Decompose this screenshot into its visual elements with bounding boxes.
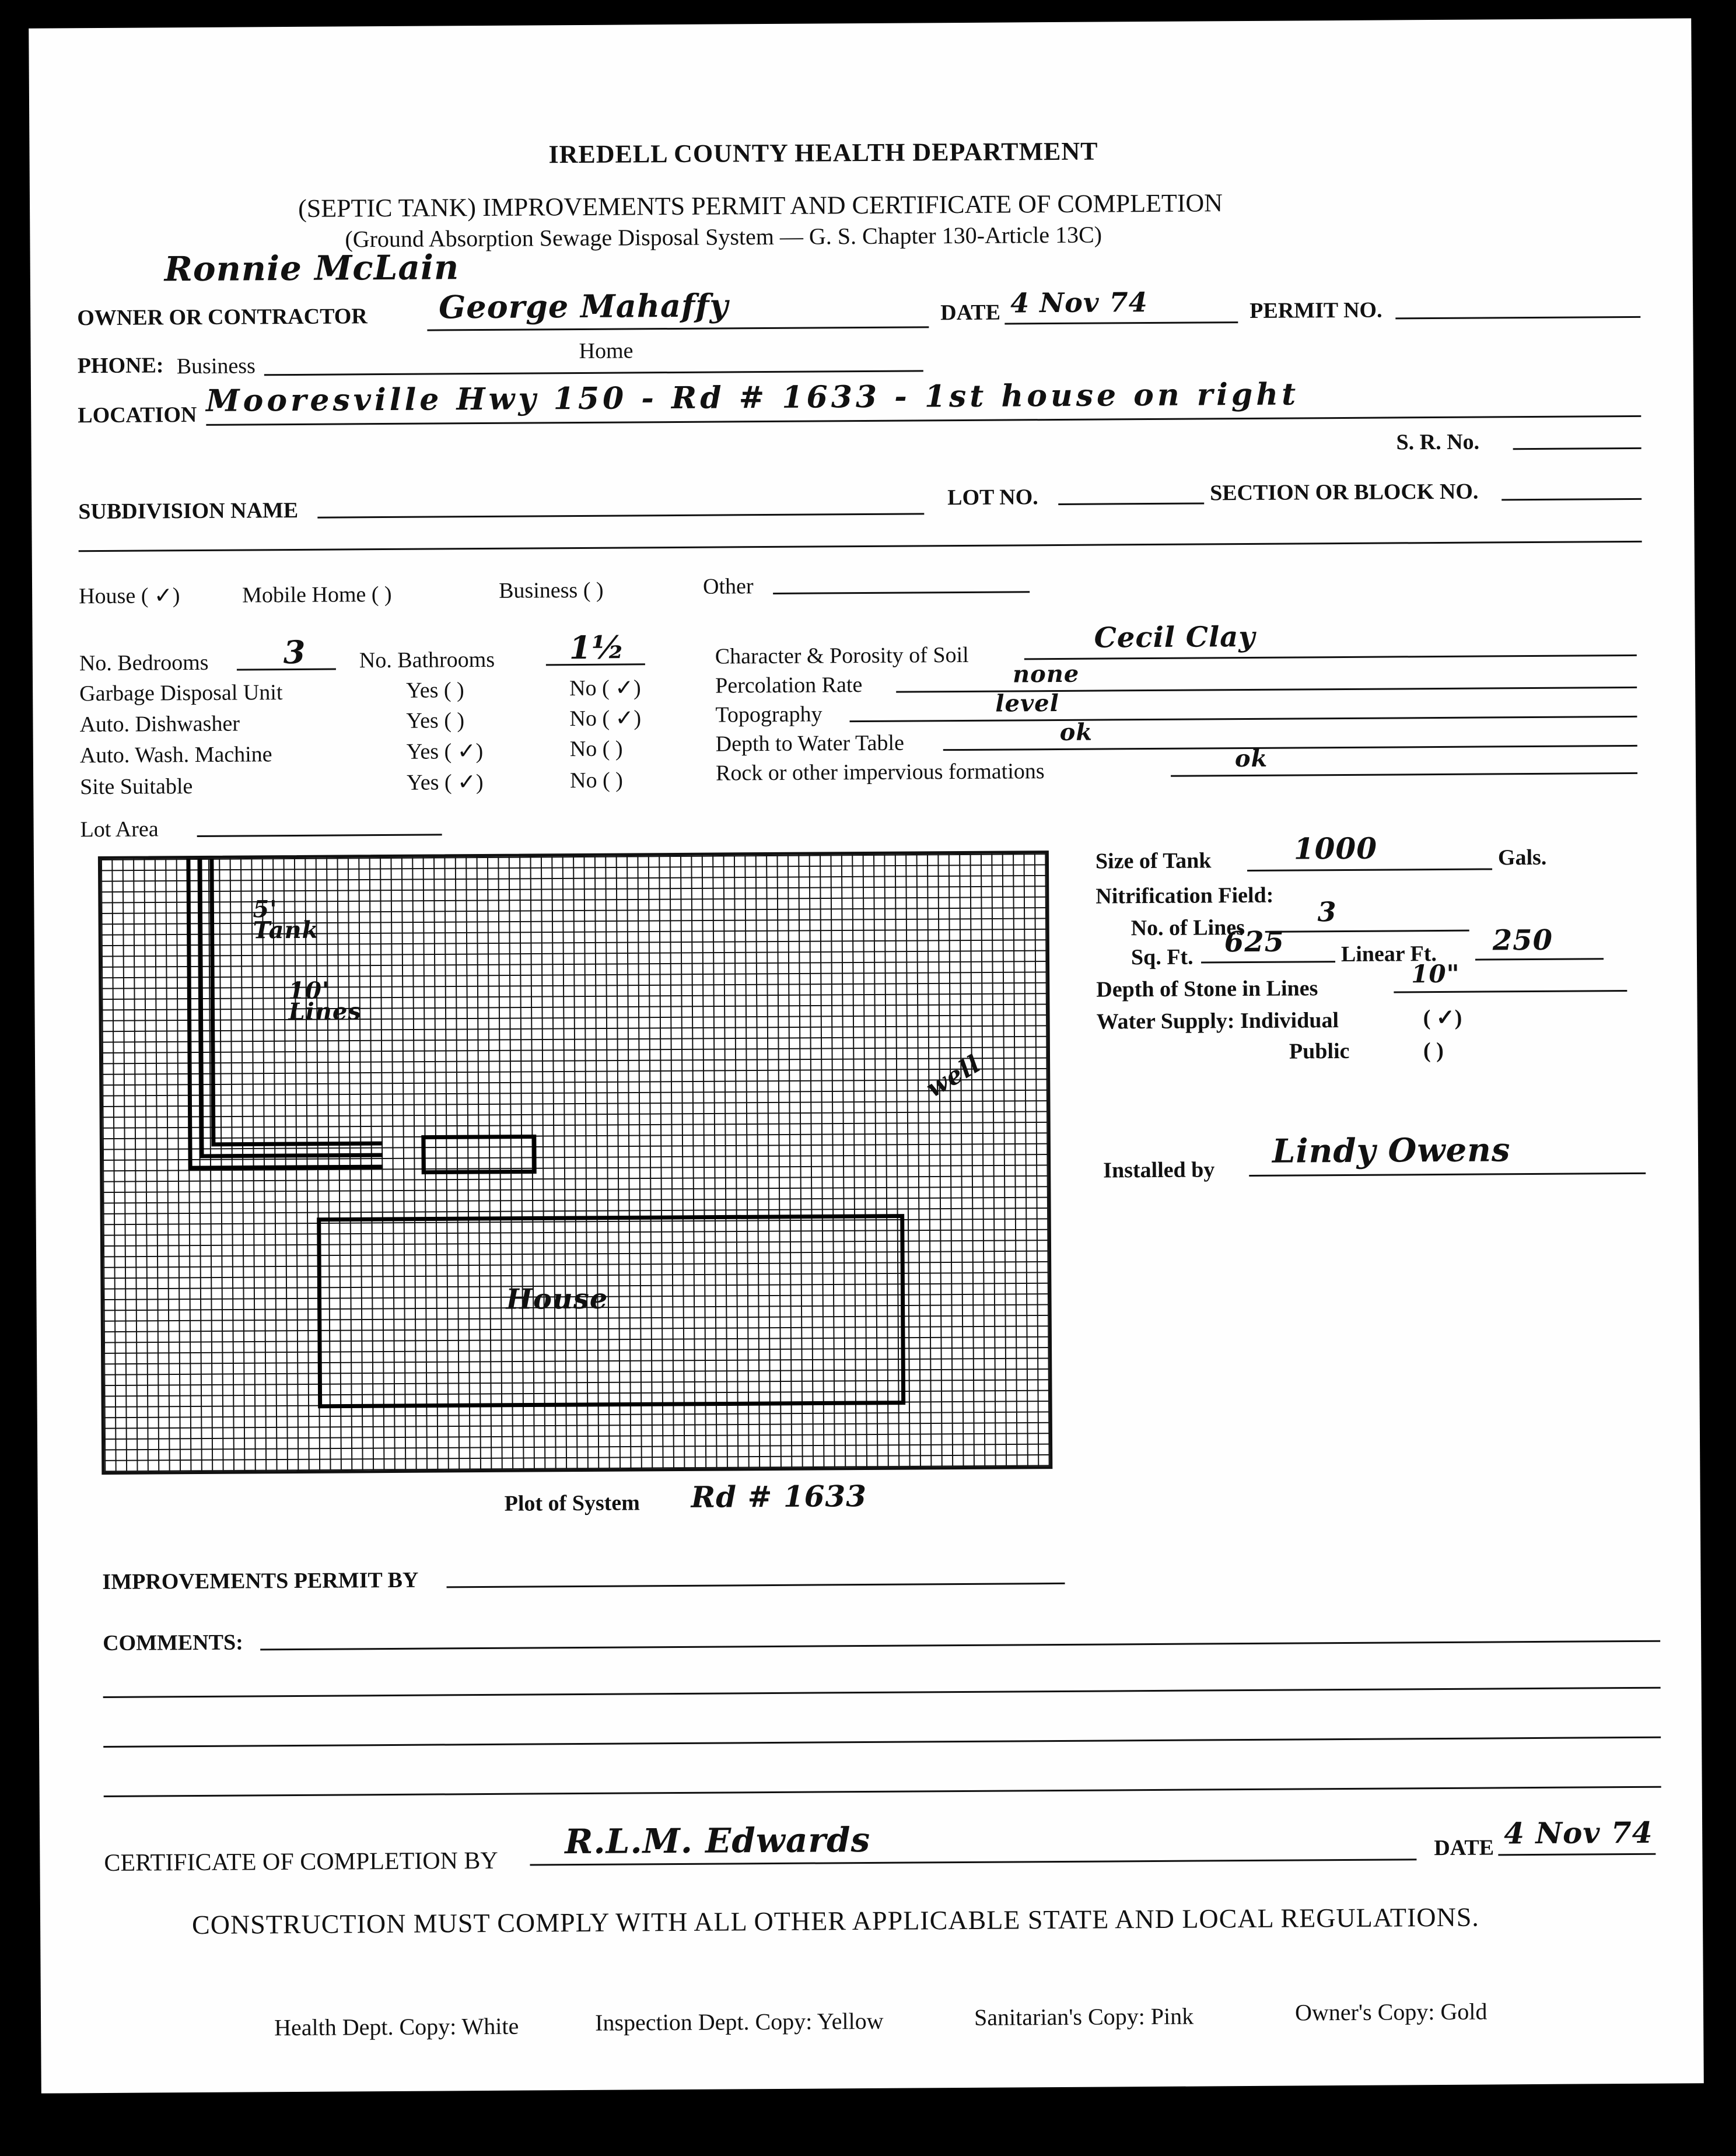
installed-by-value[interactable]: Lindy Owens bbox=[1272, 1130, 1511, 1171]
form-title: (SEPTIC TANK) IMPROVEMENTS PERMIT AND CERTIFICATE OF COMPLETION bbox=[298, 188, 1223, 223]
rock-label: Rock or other impervious formations bbox=[715, 759, 1045, 786]
bedrooms-line bbox=[237, 668, 336, 671]
comments-line-3 bbox=[103, 1737, 1661, 1748]
water-supply-public-label: Public bbox=[1289, 1038, 1350, 1064]
water-supply-public[interactable]: ( ) bbox=[1423, 1038, 1444, 1063]
topography-value[interactable]: level bbox=[995, 689, 1059, 718]
mobile-home-option[interactable]: Mobile Home ( ) bbox=[242, 582, 392, 608]
plot-lines-note: 10' Lines bbox=[288, 977, 362, 1026]
lot-no-line bbox=[1058, 502, 1204, 505]
date-line bbox=[1005, 321, 1238, 324]
department-title: IREDELL COUNTY HEALTH DEPARTMENT bbox=[548, 136, 1098, 169]
form-subtitle: (Ground Absorption Sewage Disposal System — G. S. Chapter 130-Article 13C) bbox=[345, 221, 1102, 253]
rock-line bbox=[1171, 772, 1637, 777]
wash-machine-yes[interactable]: Yes ( ✓) bbox=[406, 739, 484, 764]
inspection-dept-copy: Inspection Dept. Copy: Yellow bbox=[594, 2007, 884, 2036]
lines-line bbox=[1265, 930, 1469, 933]
subdivision-label: SUBDIVISION NAME bbox=[78, 498, 299, 524]
garbage-disposal-label: Garbage Disposal Unit bbox=[79, 680, 283, 706]
soil-character-label: Character & Porosity of Soil bbox=[715, 642, 969, 669]
phone-business-label: Business bbox=[176, 354, 256, 379]
date-label: DATE bbox=[940, 300, 1001, 326]
plot-drawing bbox=[101, 853, 1049, 1472]
location-value[interactable]: Mooresville Hwy 150 - Rd # 1633 - 1st house on right bbox=[205, 376, 1300, 419]
permit-no-label: PERMIT NO. bbox=[1250, 298, 1382, 323]
permit-no-line bbox=[1395, 316, 1640, 320]
certificate-label: CERTIFICATE OF COMPLETION BY bbox=[104, 1847, 498, 1877]
certificate-signature[interactable]: R.L.M. Edwards bbox=[565, 1819, 871, 1862]
certificate-date-value[interactable]: 4 Nov 74 bbox=[1503, 1815, 1653, 1851]
comments-label: COMMENTS: bbox=[102, 1630, 243, 1656]
topography-label: Topography bbox=[715, 702, 822, 727]
bathrooms-line bbox=[546, 663, 645, 666]
sr-no-label: S. R. No. bbox=[1396, 429, 1480, 455]
section-block-line bbox=[1502, 498, 1642, 501]
certificate-date-line bbox=[1498, 1853, 1656, 1856]
plot-tank-note: 5' Tank bbox=[253, 895, 319, 944]
owner-label: OWNER OR CONTRACTOR bbox=[77, 304, 368, 331]
house-option[interactable]: House ( ✓) bbox=[79, 583, 180, 609]
phone-home-label: Home bbox=[579, 338, 634, 363]
site-suitable-label: Site Suitable bbox=[80, 774, 193, 800]
nitrification-label: Nitrification Field: bbox=[1096, 883, 1274, 909]
phone-label: PHONE: bbox=[77, 353, 164, 379]
lines-label: No. of Lines bbox=[1130, 915, 1245, 941]
certificate-date-label: DATE bbox=[1434, 1835, 1494, 1861]
water-table-label: Depth to Water Table bbox=[715, 730, 905, 757]
plot-grid bbox=[98, 850, 1052, 1475]
soil-character-value[interactable]: Cecil Clay bbox=[1094, 620, 1256, 654]
owner-value[interactable]: George Mahaffy bbox=[438, 286, 729, 326]
dishwasher-yes[interactable]: Yes ( ) bbox=[406, 708, 465, 733]
comments-line-2 bbox=[103, 1687, 1661, 1698]
comments-line-1 bbox=[260, 1640, 1660, 1651]
improvements-permit-line bbox=[447, 1583, 1065, 1588]
sr-no-line bbox=[1513, 447, 1642, 450]
tank-size-line bbox=[1247, 868, 1492, 872]
date-value[interactable]: 4 Nov 74 bbox=[1010, 286, 1148, 319]
dishwasher-no[interactable]: No ( ✓) bbox=[569, 706, 642, 732]
tank-size-value[interactable]: 1000 bbox=[1293, 831, 1378, 866]
percolation-value[interactable]: none bbox=[1012, 660, 1080, 688]
health-dept-copy: Health Dept. Copy: White bbox=[274, 2013, 519, 2041]
rock-value[interactable]: ok bbox=[1234, 744, 1268, 773]
other-option-label: Other bbox=[702, 574, 754, 599]
installed-by-line bbox=[1249, 1172, 1646, 1177]
tank-gals-label: Gals. bbox=[1497, 845, 1547, 870]
other-option-line bbox=[773, 591, 1030, 594]
garbage-disposal-no[interactable]: No ( ✓) bbox=[569, 676, 641, 701]
water-supply-individual[interactable]: ( ✓) bbox=[1423, 1005, 1462, 1031]
installed-by-label: Installed by bbox=[1103, 1157, 1215, 1183]
sqft-value[interactable]: 625 bbox=[1224, 925, 1285, 959]
linear-line bbox=[1475, 958, 1604, 960]
site-suitable-yes[interactable]: Yes ( ✓) bbox=[406, 770, 484, 795]
garbage-disposal-yes[interactable]: Yes ( ) bbox=[406, 678, 464, 703]
permit-form-page bbox=[29, 18, 1704, 2093]
stone-depth-value[interactable]: 10" bbox=[1411, 959, 1460, 989]
water-table-line bbox=[943, 745, 1637, 751]
lot-no-label: LOT NO. bbox=[947, 485, 1038, 510]
section-block-label: SECTION OR BLOCK NO. bbox=[1209, 479, 1479, 506]
bedrooms-label: No. Bedrooms bbox=[79, 650, 209, 676]
lot-area-label: Lot Area bbox=[80, 817, 159, 842]
soil-character-line bbox=[1024, 654, 1637, 660]
wash-machine-no[interactable]: No ( ) bbox=[569, 736, 623, 762]
sqft-line bbox=[1201, 961, 1335, 963]
phone-line bbox=[264, 370, 923, 376]
owner-line bbox=[427, 326, 929, 331]
comments-line-4 bbox=[104, 1786, 1661, 1797]
lines-value[interactable]: 3 bbox=[1317, 896, 1337, 928]
percolation-label: Percolation Rate bbox=[715, 673, 863, 698]
business-option[interactable]: Business ( ) bbox=[498, 578, 604, 603]
dishwasher-label: Auto. Dishwasher bbox=[79, 711, 240, 737]
water-supply-label: Water Supply: Individual bbox=[1096, 1008, 1339, 1034]
improvements-permit-label: IMPROVEMENTS PERMIT BY bbox=[102, 1567, 419, 1595]
separator-line bbox=[79, 541, 1642, 552]
linear-label: Linear Ft. bbox=[1340, 942, 1437, 967]
subdivision-line bbox=[317, 513, 924, 518]
compliance-notice: CONSTRUCTION MUST COMPLY WITH ALL OTHER APPLICABLE STATE AND LOCAL REGULATIONS. bbox=[191, 1902, 1479, 1940]
sqft-label: Sq. Ft. bbox=[1130, 944, 1194, 970]
owner-handwritten-name: Ronnie McLain bbox=[164, 247, 460, 289]
wash-machine-label: Auto. Wash. Machine bbox=[79, 742, 272, 768]
topography-line bbox=[849, 716, 1637, 722]
plot-caption: Plot of System bbox=[504, 1490, 640, 1516]
bathrooms-value[interactable]: 1½ bbox=[569, 628, 625, 667]
sanitarian-copy: Sanitarian's Copy: Pink bbox=[974, 2003, 1194, 2031]
stone-depth-line bbox=[1394, 990, 1627, 993]
lot-area-line bbox=[197, 834, 442, 837]
linear-value[interactable]: 250 bbox=[1492, 923, 1553, 957]
bathrooms-label: No. Bathrooms bbox=[359, 647, 495, 673]
plot-well-label: well bbox=[921, 1049, 986, 1103]
stone-depth-label: Depth of Stone in Lines bbox=[1096, 976, 1318, 1002]
site-suitable-no[interactable]: No ( ) bbox=[569, 768, 623, 793]
tank-size-label: Size of Tank bbox=[1095, 848, 1212, 874]
bedrooms-value[interactable]: 3 bbox=[283, 633, 306, 671]
owner-copy: Owner's Copy: Gold bbox=[1294, 1998, 1488, 2026]
plot-road-value: Rd # 1633 bbox=[691, 1479, 867, 1514]
plot-house-label: House bbox=[506, 1282, 608, 1316]
water-table-value[interactable]: ok bbox=[1059, 718, 1093, 746]
location-label: LOCATION bbox=[78, 402, 197, 428]
